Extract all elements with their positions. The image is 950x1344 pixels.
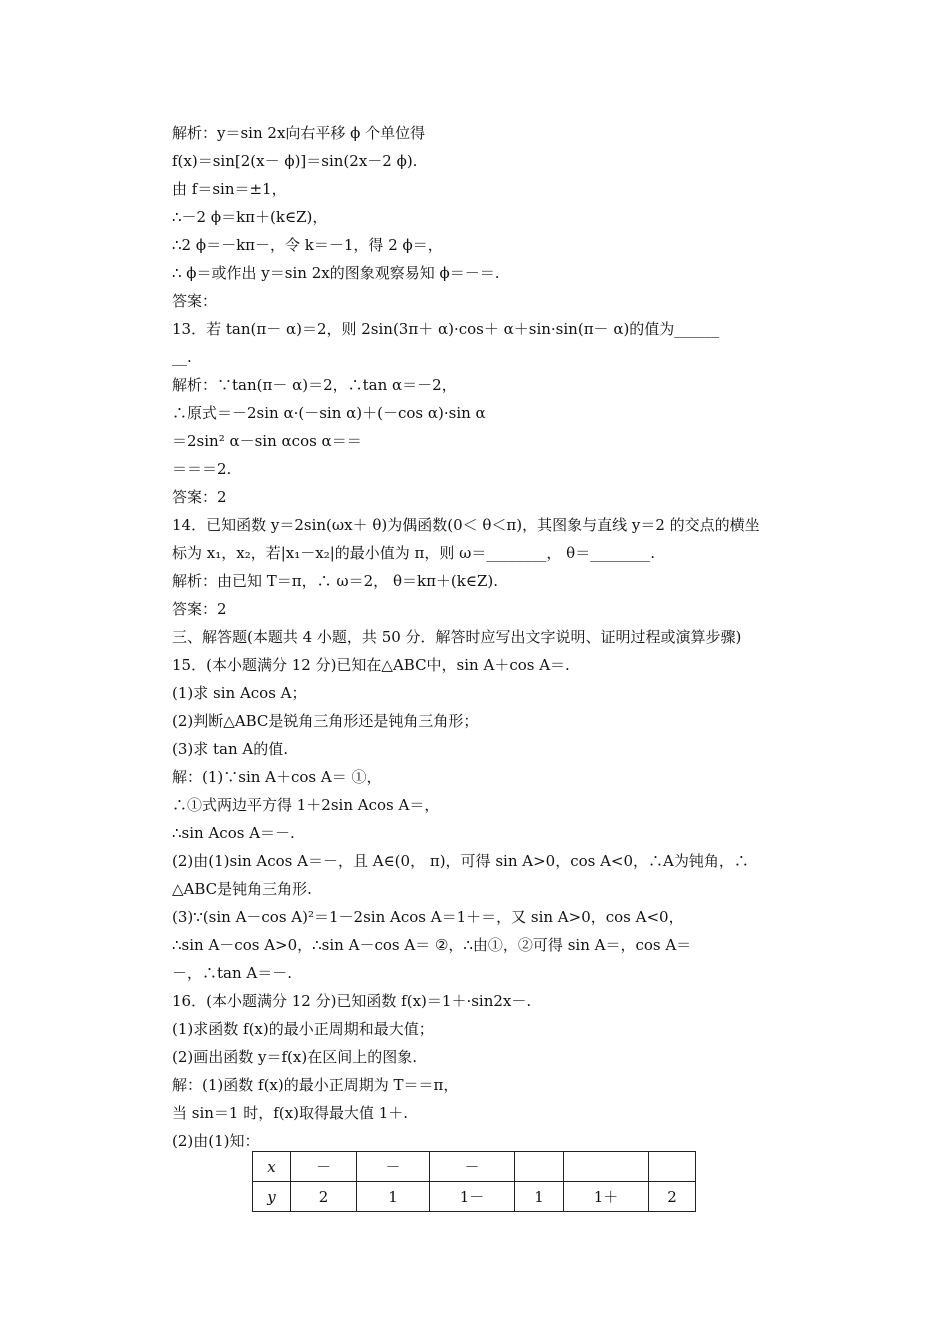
text-line: ∴－2 ϕ＝kπ＋(k∈Z)， (172, 208, 328, 226)
text-line: 标为 x₁，x₂，若|x₁－x₂|的最小值为 π，则 ω＝________， θ＝________. (172, 544, 655, 562)
table-cell: x (253, 1152, 291, 1182)
text-line: (2)画出函数 y＝f(x)在区间上的图象. (172, 1048, 417, 1066)
text-line: －，∴tan A＝－. (172, 964, 293, 982)
table-cell (564, 1152, 649, 1182)
text-line: 解析：由已知 T＝π，∴ ω＝2， θ＝kπ＋(k∈Z). (172, 572, 499, 590)
table-cell (649, 1152, 696, 1182)
text-line: △ABC是钝角三角形. (172, 880, 312, 898)
table-cell: 2 (291, 1182, 357, 1212)
table-cell: － (430, 1152, 515, 1182)
text-line: (2)由(1)sin Acos A＝－，且 A∈(0， π)，可得 sin A>0，cos A<0，∴A为钝角，∴ (172, 852, 749, 870)
text-line: ＝2sin² α－sin αcos α＝＝ (172, 432, 362, 450)
text-line: 解：(1)函数 f(x)的最小正周期为 T＝＝π， (172, 1076, 459, 1094)
text-line: 答案： (172, 292, 218, 310)
table-cell (515, 1152, 564, 1182)
table-cell: y (253, 1182, 291, 1212)
text-line: 由 f＝sin＝±1， (172, 180, 287, 198)
text-line: ∴原式＝－2sin α·(－sin α)＋(－cos α)·sin α (172, 404, 486, 422)
text-line: ∴sin Acos A＝－. (172, 824, 295, 842)
text-line: 解：(1)∵sin A＋cos A＝ ①， (172, 768, 382, 786)
question-16: 16．(本小题满分 12 分)已知函数 f(x)＝1＋·sin2x－. (172, 992, 532, 1010)
table-row (253, 1182, 696, 1212)
table-cell: 1＋ (564, 1182, 649, 1212)
text-line: ＝＝＝2. (172, 460, 232, 478)
text-line: f(x)＝sin[2(x－ ϕ)]＝sin(2x－2 ϕ). (172, 152, 418, 170)
text-line: (3)∵(sin A－cos A)²＝1－2sin Acos A＝1＋＝，又 sin A>0，cos A<0， (172, 908, 684, 926)
question-13: 13．若 tan(π－ α)＝2，则 2sin(3π＋ α)·cos＋ α＋sin·sin(π－ α)的值为______ (172, 320, 720, 338)
text-line: (2)由(1)知： (172, 1132, 260, 1150)
text-line: 解析：∵tan(π－ α)＝2，∴tan α＝－2， (172, 376, 457, 394)
table-cell: － (357, 1152, 430, 1182)
text-line: 答案：2 (172, 488, 227, 506)
text-line: ∴①式两边平方得 1＋2sin Acos A＝， (172, 796, 440, 814)
section-heading: 三、解答题(本题共 4 小题，共 50 分．解答时应写出文字说明、证明过程或演算步骤) (172, 628, 742, 646)
text-line: __. (172, 348, 192, 366)
text-line: ∴sin A－cos A>0，∴sin A－cos A＝ ②，∴由①，②可得 sin A＝，cos A＝ (172, 936, 692, 954)
text-line: ∴ ϕ＝或作出 y＝sin 2x的图象观察易知 ϕ＝－＝. (172, 264, 500, 282)
question-15: 15．(本小题满分 12 分)已知在△ABC中，sin A＋cos A＝. (172, 656, 570, 674)
table-cell: 2 (649, 1182, 696, 1212)
question-14: 14．已知函数 y＝2sin(ωx＋ θ)为偶函数(0＜ θ＜π)，其图象与直线 y＝2 的交点的横坐 (172, 516, 760, 534)
text-line: 当 sin＝1 时，f(x)取得最大值 1＋. (172, 1104, 409, 1122)
text-line: (1)求 sin Acos A； (172, 684, 307, 702)
text-line: (1)求函数 f(x)的最小正周期和最大值； (172, 1020, 434, 1038)
text-line: ∴2 ϕ＝－kπ－，令 k＝－1，得 2 ϕ＝， (172, 236, 443, 254)
text-line: (2)判断△ABC是锐角三角形还是钝角三角形； (172, 712, 479, 730)
table-cell: 1 (357, 1182, 430, 1212)
table-row (253, 1152, 696, 1182)
text-line: 解析：y＝sin 2x向右平移 ϕ 个单位得 (172, 124, 426, 142)
table-cell: 1 (515, 1182, 564, 1212)
table-cell: － (291, 1152, 357, 1182)
text-line: (3)求 tan A的值. (172, 740, 289, 758)
value-table (252, 1151, 696, 1212)
text-line: 答案：2 (172, 600, 227, 618)
table-cell: 1－ (430, 1182, 515, 1212)
